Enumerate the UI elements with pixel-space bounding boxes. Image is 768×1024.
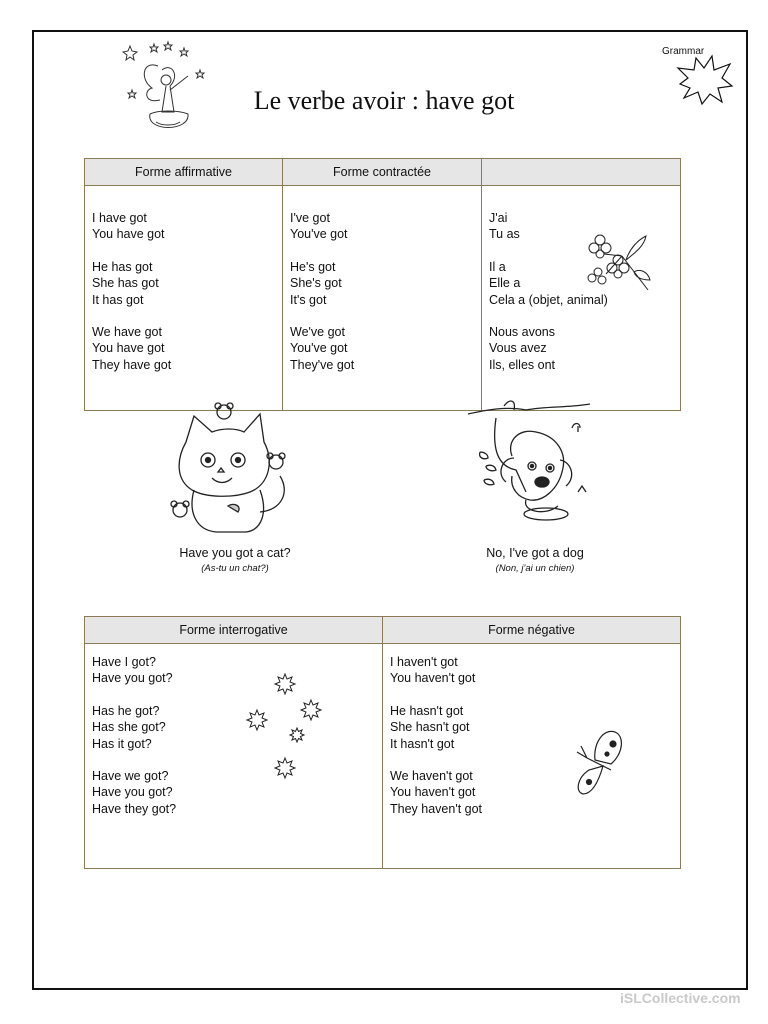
starburst-icon (674, 54, 734, 106)
conjugation-line: Elle a (489, 276, 521, 291)
conjugation-line: Has he got? (92, 703, 160, 718)
header-french (482, 159, 681, 186)
conjugation-line: I've got (290, 211, 330, 225)
conjugation-line: Have they got? (92, 801, 177, 816)
cat-caption: Have you got a cat? (179, 546, 291, 560)
conjugation-line: They have got (92, 357, 172, 372)
butterfly-illustration (573, 724, 629, 800)
french-cell (482, 186, 681, 411)
conjugation-line: He's got (290, 259, 336, 274)
conjugation-line: Have you got? (92, 671, 173, 686)
conjugation-line: You have got (92, 341, 165, 356)
conjugation-line: Ils, elles ont (489, 357, 556, 372)
stars-illustration (245, 664, 325, 794)
header-forme-affirmative: Forme affirmative (85, 159, 283, 186)
conjugation-line: You haven't got (390, 785, 476, 800)
flower-illustration (582, 226, 652, 298)
conjugation-line: You've got (290, 341, 348, 356)
conjugation-line: It hasn't got (390, 736, 455, 751)
negative-cell (383, 644, 681, 869)
affirmative-cell (85, 186, 283, 411)
interrogative-negative-table (84, 616, 681, 869)
header-forme-interrogative: Forme interrogative (85, 617, 383, 644)
conjugation-line: It's got (290, 292, 327, 307)
conjugation-line: I haven't got (390, 655, 458, 669)
conjugation-line: She's got (290, 276, 342, 291)
dog-caption: No, I've got a dog (486, 546, 584, 560)
conjugation-line: J'ai (489, 211, 508, 225)
conjugation-line: He has got (92, 259, 153, 274)
contracted-cell (283, 186, 482, 411)
conjugation-line: They haven't got (390, 801, 483, 816)
conjugation-line: It has got (92, 292, 144, 307)
conjugation-line: We have got (92, 324, 162, 339)
header-forme-contractee: Forme contractée (283, 159, 482, 186)
conjugation-line: You've got (290, 227, 348, 242)
conjugation-line: You have got (92, 227, 165, 242)
conjugation-line: She has got (92, 276, 159, 291)
conjugation-line: Has she got? (92, 720, 166, 735)
conjugation-line: You haven't got (390, 671, 476, 686)
page-title: Le verbe avoir : have got (253, 86, 515, 115)
conjugation-line: Have I got? (92, 655, 156, 669)
cat-translation: (As-tu un chat?) (201, 563, 269, 574)
conjugation-line: I have got (92, 211, 147, 225)
grammar-tag: Grammar (662, 46, 705, 57)
conjugation-line: Have you got? (92, 785, 173, 800)
conjugation-line: Il a (489, 259, 506, 274)
conjugation-line: They've got (290, 357, 355, 372)
conjugation-line: Cela a (objet, animal) (489, 292, 608, 307)
cat-with-mice-illustration (166, 402, 298, 542)
conjugation-line: Has it got? (92, 736, 152, 751)
conjugation-line: She hasn't got (390, 720, 470, 735)
conjugation-line: We've got (290, 324, 345, 339)
conjugation-line: Have we got? (92, 768, 169, 783)
conjugation-line: Vous avez (489, 341, 547, 356)
conjugation-line: We haven't got (390, 768, 473, 783)
conjugation-line: He hasn't got (390, 703, 464, 718)
affirmative-table (84, 158, 681, 411)
watermark: iSLCollective.com (620, 990, 741, 1006)
puppy-illustration (466, 396, 592, 530)
header-forme-negative: Forme négative (383, 617, 681, 644)
conjugation-line: Tu as (489, 227, 520, 242)
dog-translation: (Non, j'ai un chien) (495, 563, 575, 574)
interrogative-cell (85, 644, 383, 869)
conjugation-line: Nous avons (489, 324, 556, 339)
